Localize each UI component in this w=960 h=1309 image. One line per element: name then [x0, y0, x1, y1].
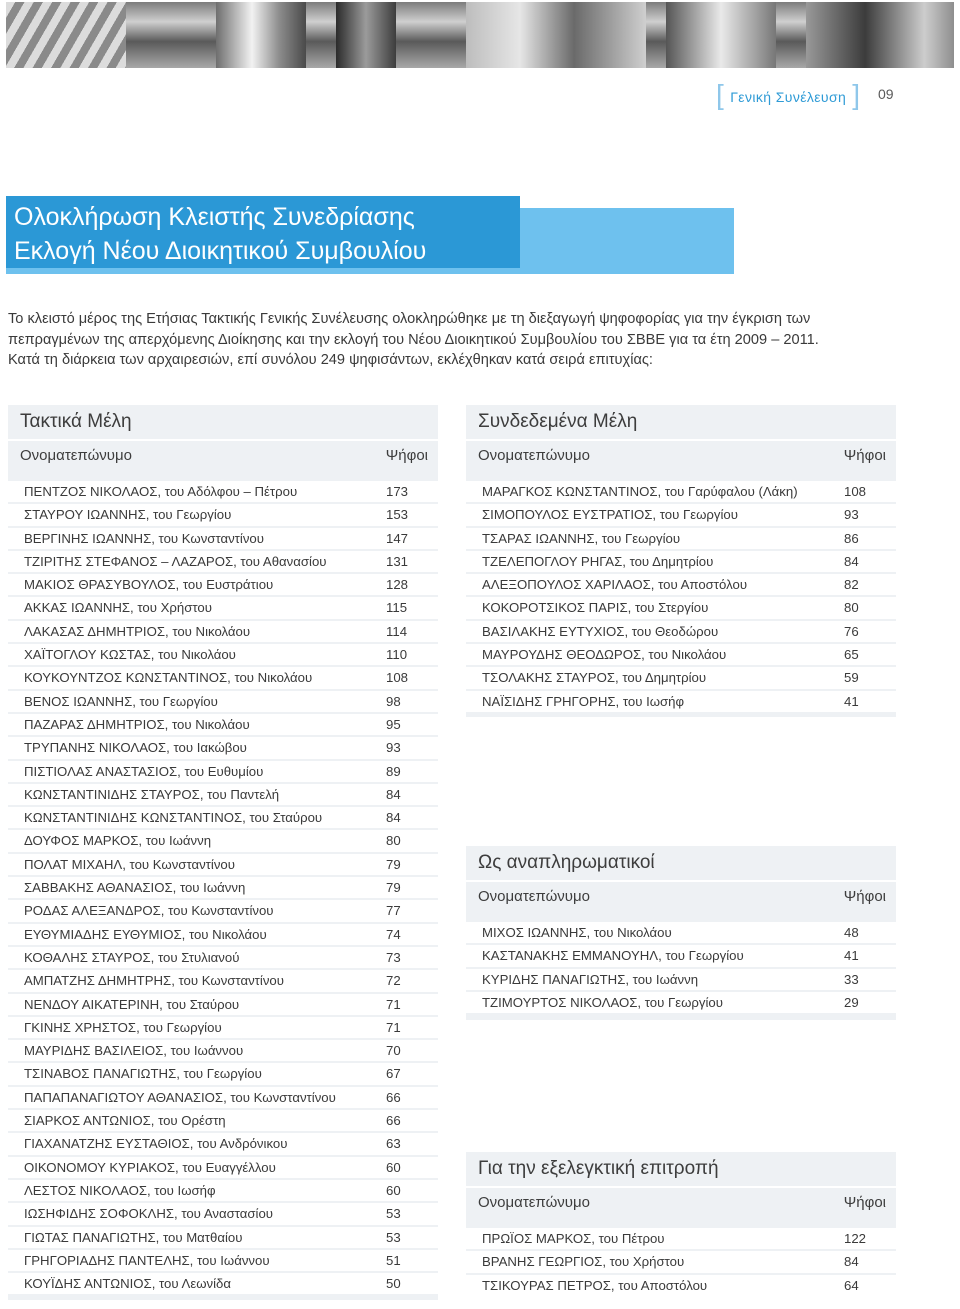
member-name: ΠΙΣΤΙΟΛΑΣ ΑΝΑΣΤΑΣΙΟΣ, του Ευθυμίου: [24, 763, 264, 779]
member-votes: 53: [386, 1229, 401, 1245]
member-name: ΑΛΕΞΟΠΟΥΛΟΣ ΧΑΡΙΛΑΟΣ, του Αποστόλου: [482, 577, 748, 593]
table-row: [8, 1157, 438, 1178]
table-row: [466, 551, 896, 572]
member-votes: 114: [386, 623, 408, 639]
column-header-name: Ονοματεπώνυμο: [20, 447, 132, 464]
table-row: [466, 574, 896, 595]
member-name: ΓΚΙΝΗΣ ΧΡΗΣΤΟΣ, του Γεωργίου: [24, 1019, 222, 1035]
member-name: ΚΩΝΣΤΑΝΤΙΝΙΔΗΣ ΣΤΑΥΡΟΣ, του Παντελή: [24, 786, 280, 802]
member-votes: 147: [386, 530, 409, 546]
member-name: ΠΟΛΑΤ ΜΙΧΑΗΛ, του Κωνσταντίνου: [24, 856, 235, 872]
member-votes: 64: [844, 1277, 859, 1293]
table-header: [466, 880, 896, 912]
member-votes: 115: [386, 600, 408, 616]
member-votes: 84: [844, 1254, 859, 1270]
table-row: [8, 807, 438, 828]
member-name: ΤΖΕΛΕΠΟΓΛΟΥ ΡΗΓΑΣ, του Δημητρίου: [482, 553, 714, 569]
table-row: [8, 830, 438, 851]
table-row: [466, 481, 896, 502]
member-name: ΤΣΑΡΑΣ ΙΩΑΝΝΗΣ, του Γεωργίου: [482, 530, 681, 546]
table-row: [8, 784, 438, 805]
panel-anaplirwmatikoi: [466, 846, 896, 1020]
member-name: ΤΣΙΝΑΒΟΣ ΠΑΝΑΓΙΩΤΗΣ, του Γεωργίου: [24, 1066, 262, 1082]
member-name: ΒΡΑΝΗΣ ΓΕΩΡΓΙΟΣ, του Χρήστου: [482, 1254, 685, 1270]
member-votes: 41: [844, 948, 859, 964]
member-votes: 77: [386, 903, 401, 919]
member-name: ΟΙΚΟΝΟΜΟΥ ΚΥΡΙΑΚΟΣ, του Ευαγγέλλου: [24, 1159, 276, 1175]
table-row: [8, 1110, 438, 1131]
table-row: [466, 1275, 896, 1296]
table-row: [8, 1250, 438, 1271]
member-votes: 93: [844, 507, 859, 523]
member-votes: 79: [386, 856, 401, 872]
table-row: [8, 1063, 438, 1084]
member-name: ΒΕΡΓΙΝΗΣ ΙΩΑΝΝΗΣ, του Κωνσταντίνου: [24, 530, 264, 546]
member-votes: 82: [844, 577, 859, 593]
table-row: [8, 1017, 438, 1038]
member-votes: 66: [386, 1113, 401, 1129]
table-header: [466, 439, 896, 471]
member-name: ΣΙΑΡΚΟΣ ΑΝΤΩΝΙΟΣ, του Ορέστη: [24, 1113, 226, 1129]
table-row: [8, 504, 438, 525]
table-row: [466, 597, 896, 618]
member-name: ΡΟΔΑΣ ΑΛΕΞΑΝΔΡΟΣ, του Κωνσταντίνου: [24, 903, 274, 919]
table-header: [466, 1186, 896, 1218]
table-row: [8, 481, 438, 502]
table-body: [466, 1228, 896, 1296]
table-row: [8, 551, 438, 572]
page-number: 09: [878, 86, 894, 102]
table-row: [8, 994, 438, 1015]
panel-elegktiki-epitropi: [466, 1152, 896, 1293]
table-row: [466, 945, 896, 966]
table-row: [466, 922, 896, 943]
table-row: [8, 947, 438, 968]
column-header-votes: Ψήφοι: [385, 447, 428, 464]
table-row: [8, 1040, 438, 1061]
member-votes: 80: [844, 600, 859, 616]
section-label-text: Γενική Συνέλευση: [730, 88, 847, 105]
table-row: [8, 714, 438, 735]
table-row: [8, 761, 438, 782]
table-row: [8, 597, 438, 618]
table-row: [466, 1251, 896, 1272]
member-votes: 51: [386, 1252, 401, 1268]
member-name: ΚΟΥΚΟΥΝΤΖΟΣ ΚΩΝΣΤΑΝΤΙΝΟΣ, του Νικολάου: [24, 670, 313, 686]
member-name: ΤΣΙΚΟΥΡΑΣ ΠΕΤΡΟΣ, του Αποστόλου: [482, 1277, 708, 1293]
member-votes: 84: [386, 786, 401, 802]
member-votes: 98: [386, 693, 401, 709]
member-name: ΜΑΥΡΟΥΔΗΣ ΘΕΟΔΩΡΟΣ, του Νικολάου: [482, 647, 727, 663]
member-name: ΤΣΟΛΑΚΗΣ ΣΤΑΥΡΟΣ, του Δημητρίου: [482, 670, 707, 686]
member-name: ΚΟΘΑΛΗΣ ΣΤΑΥΡΟΣ, του Στυλιανού: [24, 949, 240, 965]
member-votes: 128: [386, 577, 409, 593]
panel-title: Τακτικά Μέλη: [20, 411, 132, 432]
member-votes: 122: [844, 1231, 867, 1246]
member-name: ΛΕΣΤΟΣ ΝΙΚΟΛΑΟΣ, του Ιωσήφ: [24, 1182, 216, 1198]
member-name: ΛΑΚΑΣΑΣ ΔΗΜΗΤΡΙΟΣ, του Νικολάου: [24, 623, 251, 639]
member-votes: 70: [386, 1043, 401, 1059]
member-votes: 76: [844, 623, 859, 639]
table-row: [8, 528, 438, 549]
member-votes: 131: [386, 553, 409, 569]
table-row: [8, 970, 438, 991]
member-votes: 48: [844, 925, 859, 940]
member-votes: 59: [844, 670, 859, 686]
member-name: ΠΑΠΑΠΑΝΑΓΙΩΤΟΥ ΑΘΑΝΑΣΙΟΣ, του Κωνσταντίνου: [24, 1089, 336, 1105]
column-header-votes: Ψήφοι: [843, 1194, 886, 1211]
member-votes: 84: [844, 553, 859, 569]
member-name: ΣΤΑΥΡΟΥ ΙΩΑΝΝΗΣ, του Γεωργίου: [24, 507, 232, 523]
member-votes: 65: [844, 647, 859, 663]
member-name: ΑΜΠΑΤΖΗΣ ΔΗΜΗΤΡΗΣ, του Κωνσταντίνου: [24, 973, 284, 989]
member-name: ΜΑΡΑΓΚΟΣ ΚΩΝΣΤΑΝΤΙΝΟΣ, του Γαρύφαλου (Λάκη): [482, 484, 798, 499]
member-name: ΧΑΪΤΟΓΛΟΥ ΚΩΣΤΑΣ, του Νικολάου: [24, 647, 236, 663]
member-votes: 50: [386, 1276, 401, 1292]
table-row: [8, 621, 438, 642]
member-votes: 173: [386, 484, 409, 499]
member-name: ΓΙΩΤΑΣ ΠΑΝΑΓΙΩΤΗΣ, του Ματθαίου: [24, 1229, 243, 1245]
panel-title: Συνδεδεμένα Μέλη: [478, 411, 638, 432]
member-votes: 66: [386, 1089, 401, 1105]
table-row: [466, 667, 896, 688]
table-body: [466, 922, 896, 1013]
bracket-right-icon: ]: [852, 79, 861, 110]
bracket-left-icon: [: [716, 79, 725, 110]
table-row: [8, 1203, 438, 1224]
column-header-name: Ονοματεπώνυμο: [478, 1194, 590, 1211]
member-name: ΚΥΡΙΔΗΣ ΠΑΝΑΓΙΩΤΗΣ, του Ιωάννη: [482, 971, 699, 987]
member-name: ΚΟΥΪΔΗΣ ΑΝΤΩΝΙΟΣ, του Λεωνίδα: [24, 1276, 231, 1292]
member-name: ΒΕΝΟΣ ΙΩΑΝΝΗΣ, του Γεωργίου: [24, 693, 218, 709]
member-name: ΚΟΚΟΡΟΤΣΙΚΟΣ ΠΑΡΙΣ, του Στεργίου: [482, 600, 709, 616]
table-row: [8, 737, 438, 758]
member-name: ΠΑΖΑΡΑΣ ΔΗΜΗΤΡΙΟΣ, του Νικολάου: [24, 716, 250, 732]
intro-line: πεπραγμένων της απερχόμενης Διοίκησης και την εκλογή του Νέου Διοικητικού Συμβουλίου του ΣΒΒΕ για τα έτη 2009 – 2011.: [8, 331, 819, 348]
member-votes: 29: [844, 994, 859, 1010]
member-votes: 60: [386, 1182, 401, 1198]
member-votes: 110: [386, 647, 408, 663]
member-name: ΜΑΚΙΟΣ ΘΡΑΣΥΒΟΥΛΟΣ, του Ευστράτιου: [24, 577, 274, 593]
table-row: [466, 504, 896, 525]
table-row: [8, 1133, 438, 1154]
member-votes: 33: [844, 971, 859, 987]
panel-title: Για την εξελεγκτική επιτροπή: [478, 1158, 719, 1179]
table-row: [8, 574, 438, 595]
table-row: [8, 924, 438, 945]
member-votes: 73: [386, 949, 401, 965]
column-header-name: Ονοματεπώνυμο: [478, 447, 590, 464]
intro-paragraph: [8, 309, 938, 371]
table-body: [8, 481, 438, 1294]
member-votes: 84: [386, 810, 401, 826]
column-header-votes: Ψήφοι: [843, 447, 886, 464]
member-votes: 53: [386, 1206, 401, 1222]
table-row: [8, 644, 438, 665]
member-votes: 153: [386, 507, 409, 523]
table-row: [466, 528, 896, 549]
panel-taktika-meli: [8, 405, 438, 1300]
member-votes: 93: [386, 740, 401, 756]
member-votes: 95: [386, 716, 401, 732]
table-row: [466, 969, 896, 990]
member-votes: 60: [386, 1159, 401, 1175]
member-votes: 41: [844, 693, 859, 709]
member-name: ΝΕΝΔΟΥ ΑΙΚΑΤΕΡΙΝΗ, του Σταύρου: [24, 996, 240, 1012]
member-name: ΣΙΜΟΠΟΥΛΟΣ ΕΥΣΤΡΑΤΙΟΣ, του Γεωργίου: [482, 507, 738, 523]
table-row: [466, 644, 896, 665]
member-name: ΤΡΥΠΑΝΗΣ ΝΙΚΟΛΑΟΣ, του Ιακώβου: [24, 740, 247, 756]
column-header-name: Ονοματεπώνυμο: [478, 888, 590, 905]
intro-line: Το κλειστό μέρος της Ετήσιας Τακτικής Γενικής Συνέλευσης ολοκληρώθηκε με τη διεξαγωγή ψηφοφορίας για την έγκριση των: [8, 311, 811, 327]
page-title-line1: Ολοκλήρωση Κλειστής Συνεδρίασης: [14, 203, 415, 231]
member-name: ΜΑΥΡΙΔΗΣ ΒΑΣΙΛΕΙΟΣ, του Ιωάννου: [24, 1043, 244, 1059]
member-votes: 71: [386, 996, 401, 1012]
table-row: [8, 1227, 438, 1248]
panel-title: Ως αναπληρωματικοί: [478, 852, 655, 873]
table-row: [8, 854, 438, 875]
member-name: ΒΑΣΙΛΑΚΗΣ ΕΥΤΥΧΙΟΣ, του Θεοδώρου: [482, 623, 719, 639]
member-name: ΔΟΥΦΟΣ ΜΑΡΚΟΣ, του Ιωάννη: [24, 833, 212, 849]
member-votes: 63: [386, 1136, 401, 1152]
member-votes: 71: [386, 1019, 401, 1035]
table-row: [8, 900, 438, 921]
page-title-line2: Εκλογή Νέου Διοικητικού Συμβουλίου: [14, 237, 427, 265]
table-row: [466, 992, 896, 1013]
member-name: ΙΩΣΗΦΙΔΗΣ ΣΟΦΟΚΛΗΣ, του Αναστασίου: [24, 1206, 274, 1222]
member-votes: 67: [386, 1066, 401, 1082]
member-votes: 79: [386, 880, 401, 896]
table-row: [8, 691, 438, 712]
member-votes: 86: [844, 530, 859, 546]
member-name: ΣΑΒΒΑΚΗΣ ΑΘΑΝΑΣΙΟΣ, του Ιωάννη: [24, 880, 246, 896]
member-name: ΠΕΝΤΖΟΣ ΝΙΚΟΛΑΟΣ, του Αδόλφου – Πέτρου: [24, 484, 298, 499]
member-name: ΑΚΚΑΣ ΙΩΑΝΝΗΣ, του Χρήστου: [24, 600, 212, 616]
member-name: ΓΡΗΓΟΡΙΑΔΗΣ ΠΑΝΤΕΛΗΣ, του Ιωάννου: [24, 1252, 270, 1268]
member-name: ΝΑΪΣΙΔΗΣ ΓΡΗΓΟΡΗΣ, του Ιωσήφ: [482, 693, 685, 709]
member-name: ΕΥΘΥΜΙΑΔΗΣ ΕΥΘΥΜΙΟΣ, του Νικολάου: [24, 926, 267, 942]
member-votes: 108: [844, 484, 867, 499]
member-name: ΜΙΧΟΣ ΙΩΑΝΝΗΣ, του Νικολάου: [482, 925, 672, 940]
member-name: ΚΩΝΣΤΑΝΤΙΝΙΔΗΣ ΚΩΝΣΤΑΝΤΙΝΟΣ, του Σταύρου: [24, 810, 323, 826]
table-row: [466, 621, 896, 642]
table-row: [466, 1228, 896, 1249]
member-name: ΤΖΙΜΟΥΡΤΟΣ ΝΙΚΟΛΑΟΣ, του Γεωργίου: [482, 994, 723, 1010]
member-votes: 89: [386, 763, 401, 779]
header-photo: [6, 2, 954, 68]
table-header: [8, 439, 438, 471]
table-row: [8, 667, 438, 688]
member-votes: 72: [386, 973, 401, 989]
member-name: ΤΖΙΡΙΤΗΣ ΣΤΕΦΑΝΟΣ – ΛΑΖΑΡΟΣ, του Αθανασίου: [24, 553, 327, 569]
table-row: [466, 691, 896, 712]
member-name: ΚΑΣΤΑΝΑΚΗΣ ΕΜΜΑΝΟΥΗΛ, του Γεωργίου: [482, 948, 744, 964]
intro-line: Κατά τη διάρκεια των αρχαιρεσιών, επί συνόλου 249 ψηφισάντων, εκλέχθηκαν κατά σειρά επιτυχίας:: [8, 352, 653, 368]
member-votes: 74: [386, 926, 401, 942]
page-title: [14, 200, 714, 268]
table-row: [8, 1273, 438, 1294]
table-body: [466, 481, 896, 712]
table-row: [8, 1180, 438, 1201]
panel-syndedemena-meli: [466, 405, 896, 717]
member-name: ΓΙΑΧΑΝΑΤΖΗΣ ΕΥΣΤΑΘΙΟΣ, του Ανδρόνικου: [24, 1136, 288, 1152]
table-row: [8, 1087, 438, 1108]
column-header-votes: Ψήφοι: [843, 888, 886, 905]
table-row: [8, 877, 438, 898]
member-name: ΠΡΩΪΟΣ ΜΑΡΚΟΣ, του Πέτρου: [482, 1231, 665, 1246]
member-votes: 108: [386, 670, 409, 686]
member-votes: 80: [386, 833, 401, 849]
